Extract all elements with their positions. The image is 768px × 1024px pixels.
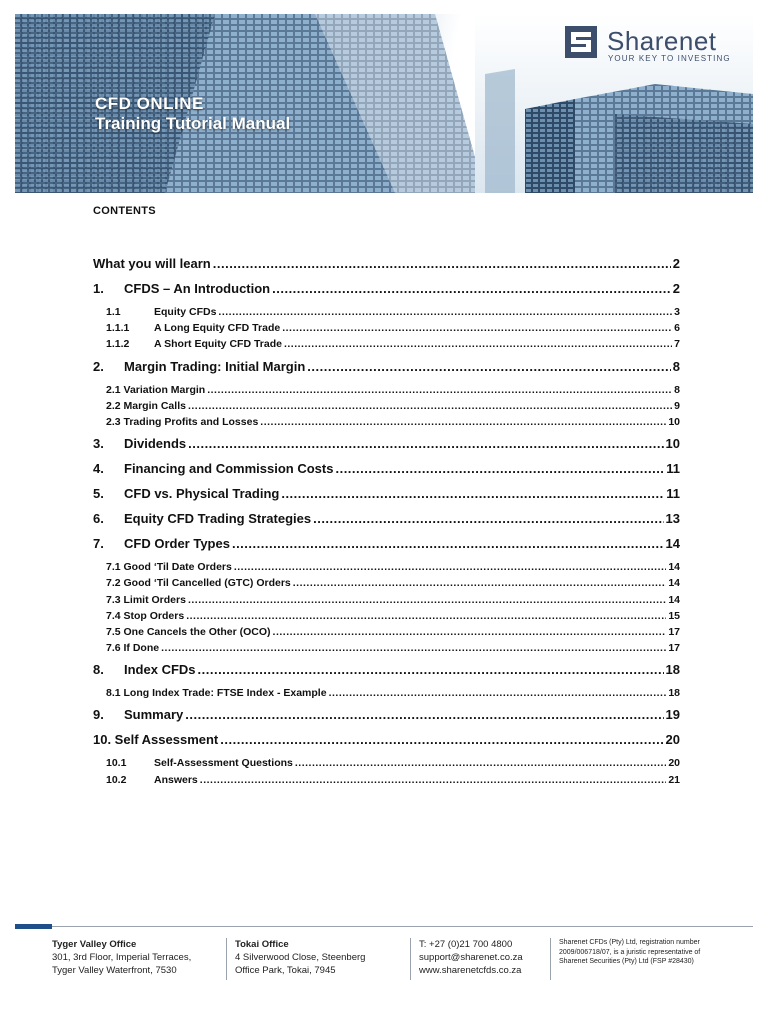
toc-entry-page: 13 — [665, 511, 680, 527]
toc-entry[interactable] — [93, 705, 680, 730]
toc-dot-leader — [207, 382, 672, 398]
toc-dot-leader — [220, 730, 663, 750]
toc-entry[interactable] — [93, 459, 680, 484]
toc-dot-leader — [234, 559, 666, 575]
toc-subentry[interactable] — [93, 592, 680, 608]
toc-entry[interactable] — [93, 534, 680, 559]
toc-entry-page: 14 — [665, 536, 680, 552]
toc-dot-leader — [188, 398, 672, 414]
toc-entry-page: 7 — [674, 338, 680, 351]
footer-tokai — [235, 938, 365, 977]
toc-entry-title: Index CFDs — [124, 662, 196, 678]
toc-entry-number: 10.2 — [106, 773, 127, 786]
toc-dot-leader — [161, 640, 666, 656]
toc-entry-number: 4. — [93, 461, 104, 477]
footer-separator — [550, 938, 551, 980]
toc-entry-number: 6. — [93, 511, 104, 527]
footer-website[interactable]: www.sharenetcfds.co.za — [419, 965, 522, 976]
toc-dot-leader — [188, 592, 666, 608]
toc-entry[interactable] — [93, 279, 680, 304]
contents-heading: CONTENTS — [93, 205, 156, 217]
header-banner — [15, 14, 753, 193]
toc-entry[interactable] — [93, 509, 680, 534]
footer-tyger-valley-heading: Tyger Valley Office — [52, 939, 137, 950]
toc-subentry[interactable] — [93, 755, 680, 771]
toc-entry-page: 8 — [672, 358, 680, 374]
toc-subentry[interactable] — [93, 398, 680, 414]
toc-entry[interactable] — [93, 357, 680, 382]
logo-name: Sharenet — [607, 26, 717, 56]
toc-entry-title: 10. Self Assessment — [93, 732, 219, 748]
toc-dot-leader — [273, 624, 667, 640]
toc-entry-page: 19 — [665, 707, 680, 723]
toc-entry-title: 7.2 Good ‘Til Cancelled (GTC) Orders — [106, 577, 291, 590]
toc-entry-title: A Long Equity CFD Trade — [154, 322, 281, 335]
toc-entry-page: 17 — [668, 642, 680, 655]
footer-divider — [15, 926, 753, 927]
toc-entry-title: Summary — [124, 707, 184, 723]
toc-entry-title: CFD vs. Physical Trading — [124, 486, 280, 502]
toc-entry-number: 5. — [93, 486, 104, 502]
toc-entry-number: 1.1.1 — [106, 322, 130, 335]
toc-entry-title: 8.1 Long Index Trade: FTSE Index - Example — [106, 687, 327, 700]
toc-subentry[interactable] — [93, 624, 680, 640]
toc-dot-leader — [272, 279, 671, 299]
toc-entry[interactable] — [93, 484, 680, 509]
sharenet-logo-icon — [565, 26, 597, 58]
footer-contact — [419, 938, 523, 977]
banner-title-line2: Training Tutorial Manual — [95, 114, 291, 133]
toc-entry-page: 11 — [666, 486, 680, 502]
toc-subentry[interactable] — [93, 414, 680, 430]
toc-entry-title: Financing and Commission Costs — [124, 461, 334, 477]
toc-dot-leader — [260, 414, 666, 430]
toc-entry-page: 15 — [668, 609, 680, 622]
toc-entry-title: Equity CFD Trading Strategies — [124, 511, 312, 527]
toc-subentry[interactable] — [93, 640, 680, 656]
toc-entry-title: Margin Trading: Initial Margin — [124, 358, 306, 374]
footer-tyger-valley — [52, 938, 191, 977]
toc-dot-leader — [218, 304, 672, 320]
toc-entry-page: 10 — [668, 415, 680, 428]
toc-subentry[interactable] — [93, 608, 680, 624]
toc-entry[interactable] — [93, 660, 680, 685]
toc-dot-leader — [282, 320, 672, 336]
toc-entry-title: 7.6 If Done — [106, 642, 160, 655]
toc-entry[interactable] — [93, 254, 680, 279]
toc-entry-page: 11 — [666, 461, 680, 477]
sharenet-logo — [565, 26, 750, 66]
toc-entry-page: 2 — [672, 256, 680, 271]
toc-entry-number: 10.1 — [106, 757, 127, 770]
toc-entry-title: 7.3 Limit Orders — [106, 593, 186, 606]
toc-subentry[interactable] — [93, 320, 680, 336]
toc-entry-number: 9. — [93, 707, 104, 723]
toc-dot-leader — [295, 755, 666, 771]
table-of-contents — [93, 254, 680, 788]
toc-dot-leader — [335, 459, 664, 479]
toc-entry-page: 3 — [674, 306, 680, 318]
toc-entry-title: Equity CFDs — [154, 306, 217, 318]
toc-entry-number: 7. — [93, 536, 104, 552]
toc-subentry[interactable] — [93, 772, 680, 788]
footer-tokai-line1: 4 Silverwood Close, Steenberg — [235, 952, 366, 963]
toc-dot-leader — [200, 772, 667, 788]
toc-subentry[interactable] — [93, 575, 680, 591]
toc-entry-title: 2.2 Margin Calls — [106, 399, 186, 412]
toc-dot-leader — [232, 534, 664, 554]
toc-entry-title: Self-Assessment Questions — [154, 757, 293, 770]
banner-title-line1: CFD ONLINE — [95, 94, 204, 113]
toc-entry-page: 6 — [674, 322, 680, 335]
banner-title — [95, 94, 290, 134]
toc-dot-leader — [198, 660, 664, 680]
footer-legal-line2: 2009/006718/07, is a juristic representative of — [559, 948, 701, 956]
toc-entry[interactable] — [93, 434, 680, 459]
toc-subentry[interactable] — [93, 685, 680, 701]
toc-dot-leader — [293, 575, 667, 591]
toc-dot-leader — [188, 434, 663, 454]
toc-dot-leader — [213, 254, 671, 274]
toc-dot-leader — [307, 357, 670, 377]
toc-entry-number: 8. — [93, 662, 104, 678]
toc-entry-page: 21 — [668, 773, 680, 786]
footer-email[interactable]: support@sharenet.co.za — [419, 952, 523, 963]
toc-entry-title: CFDS – An Introduction — [124, 281, 271, 296]
footer-tokai-heading: Tokai Office — [235, 939, 289, 950]
toc-entry-page: 8 — [674, 383, 680, 396]
toc-dot-leader — [281, 484, 664, 504]
toc-entry-page: 20 — [668, 757, 680, 770]
footer-legal-line3: Sharenet Securities (Pty) Ltd (FSP #28430) — [559, 958, 694, 965]
toc-subentry[interactable] — [93, 559, 680, 575]
toc-entry-page: 14 — [668, 593, 680, 606]
toc-subentry[interactable] — [93, 304, 680, 320]
toc-entry-title: A Short Equity CFD Trade — [154, 338, 282, 351]
toc-entry-page: 17 — [668, 625, 680, 638]
toc-entry-title: 2.1 Variation Margin — [106, 383, 206, 396]
footer-tyger-valley-line2: Tyger Valley Waterfront, 7530 — [52, 965, 177, 976]
footer-legal — [559, 938, 700, 967]
toc-dot-leader — [186, 608, 666, 624]
toc-subentry[interactable] — [93, 336, 680, 352]
toc-entry-number: 2. — [93, 358, 104, 374]
toc-entry-page: 20 — [665, 732, 680, 748]
toc-entry-page: 2 — [672, 281, 680, 296]
footer-legal-line1: Sharenet CFDs (Pty) Ltd, registration number — [559, 939, 700, 946]
toc-entry-number: 1.1 — [106, 306, 121, 318]
footer-phone: T: +27 (0)21 700 4800 — [419, 939, 513, 950]
toc-subentry[interactable] — [93, 382, 680, 398]
toc-entry-title: 2.3 Trading Profits and Losses — [106, 415, 259, 428]
toc-entry-page: 14 — [668, 561, 680, 574]
toc-dot-leader — [313, 509, 663, 529]
toc-entry-number: 1. — [93, 281, 104, 296]
toc-entry-number: 3. — [93, 436, 104, 452]
toc-entry[interactable] — [93, 730, 680, 755]
toc-entry-page: 18 — [668, 687, 680, 700]
toc-entry-page: 10 — [665, 436, 680, 452]
toc-entry-number: 1.1.2 — [106, 338, 130, 351]
toc-entry-title: 7.5 One Cancels the Other (OCO) — [106, 625, 271, 638]
toc-entry-title: CFD Order Types — [124, 536, 230, 552]
footer-accent-bar — [15, 924, 52, 929]
toc-entry-page: 14 — [668, 577, 680, 590]
toc-entry-page: 18 — [665, 662, 680, 678]
toc-dot-leader — [284, 336, 672, 352]
toc-entry-page: 9 — [674, 399, 680, 412]
footer-tokai-line2: Office Park, Tokai, 7945 — [235, 965, 336, 976]
toc-dot-leader — [329, 685, 667, 701]
logo-tagline: YOUR KEY TO INVESTING — [608, 54, 731, 63]
footer-separator — [410, 938, 411, 980]
toc-entry-title: 7.1 Good ‘Til Date Orders — [106, 561, 232, 574]
toc-dot-leader — [185, 705, 663, 725]
footer-tyger-valley-line1: 301, 3rd Floor, Imperial Terraces, — [52, 952, 192, 963]
toc-entry-title: Answers — [154, 773, 198, 786]
footer-separator — [226, 938, 227, 980]
toc-entry-title: 7.4 Stop Orders — [106, 609, 185, 622]
toc-entry-title: What you will learn — [93, 256, 211, 271]
toc-entry-title: Dividends — [124, 436, 187, 452]
